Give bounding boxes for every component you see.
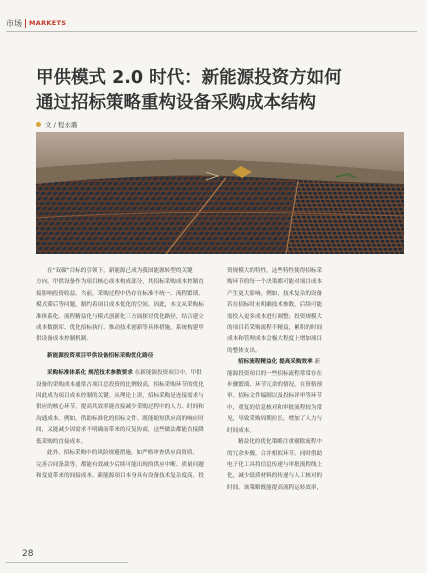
section-name-cn: 市场 [6,18,22,28]
paragraph-line: 能源投资项目的一些招标流程常常存在 [227,370,323,377]
page-number: 28 [22,549,34,559]
paragraph-line: 成本数据库、优化招标执行、推动技术创新等具体措施，系统构建甲 [36,325,204,332]
header-rule [6,31,417,32]
paragraph-line: 低采购的直接成本。 [36,438,87,445]
subsection-lead: 采购标准体系化 规范技术参数要求 [47,370,133,377]
article-title [36,66,396,116]
paragraph-line: 完善合同条款等，都能有效减少后续可能出现的供应中断、质量问题 [36,461,204,468]
paragraph-line: 供设备成本控制机制。 [36,336,92,343]
paragraph-line: 间，又能减少因需求不明确而带来的反复协商，这些做法都能直接降 [36,427,204,434]
article-body [36,266,404,494]
author-byline [36,120,77,129]
paragraph-line: 和变更带来的间接成本。新能源项目本身具有设备技术复杂度高，投 [36,472,204,479]
paragraph-line: 准体系化、流程精益化与模式创新化三方面探讨优化路径，结合建立 [36,313,204,320]
title-line-1: 甲供模式 2.0 时代：新能源投资方如何 [36,68,342,88]
paragraph-line: 成本和管理成本会极大程度上增加项目 [227,336,323,343]
paragraph-line: 的整体支出。 [227,347,261,354]
paragraph-line: 采购标准体系化 规范技术参数要求 在新能源投资项目中，甲供 [47,370,202,377]
bullet-icon [36,122,41,127]
paragraph-line: 沟通成本。例如，借助标准化的招标文件、既能缩短供应商的响应时 [36,415,204,422]
paragraph-line: 中，重复的信息核对和审批流程较为常 [227,404,323,411]
title-line-2: 通过招标策略重构设备采购成本结构 [36,93,316,113]
author-name: 文 / 程永璐 [45,121,78,129]
paragraph-line: 接影响投资收益。当前，采购过程中仍存在标准不统一、流程繁琐、 [36,290,204,297]
paragraph-line: 见，导致采购周期拉长，增加了人力与 [227,416,323,423]
paragraph-line: 的冗余步骤，合并相似环节。同时借助 [227,450,323,457]
paragraph-line: 的项目若采购流程不精益，累积的时间 [227,325,323,332]
paragraph-line: 步骤繁琐、环节冗余的情况。在资格预 [227,382,323,389]
section-header [6,17,66,29]
paragraph-line: 方向。甲供设备作为项目核心成本构成部分，其招标采购成本控制直 [36,279,204,286]
paragraph-line: 供应的核心环节，提高其效率能直接减少采购过程中的人力、时间和 [36,404,204,411]
paragraph-line: 购环节的每一个决策都可能对项目成本 [227,279,323,286]
paragraph-line: 时间。该策略既能提高流程运转效率， [227,484,323,491]
header-divider [25,19,26,28]
paragraph-line: 此外，招标采购中的风险规避措施，如严格审查供应商资质、 [47,450,199,457]
section-name-en: MARKETS [29,19,67,27]
paragraph-line: 电子化工具将信息传递与审批流程线上 [227,461,323,468]
paragraph-line: 招标流程精益化 提高采购效率 新 [238,359,321,366]
subsection-lead: 招标流程精益化 提高采购效率 [238,359,313,366]
body-column-right [227,266,404,494]
paragraph-line: 资规模大的特性，这些特性使得招标采 [227,268,323,274]
hero-photo-solar-farm [36,132,404,254]
paragraph-line: 模式滞后等问题，制约着项目成本优化的空间。因此，本文从采购标 [36,302,204,309]
paragraph-line: 精益化的优化策略注重剔除流程中 [238,439,322,446]
paragraph-line: 设备的采购成本通常占项目总投资的比例较高，招标采购环节的优化 [36,381,204,388]
paragraph-line: 产生更大影响。例如，技术复杂的设备 [227,290,323,297]
paragraph-line: 审、招标文件编制以及投标评审等环节 [227,393,323,400]
body-column-left [36,266,213,494]
paragraph-line: 在“双碳”目标的引领下，新能源已成为我国能源转型的关键 [47,268,193,274]
paragraph-line: 需投入更多成本进行调整；投资规模大 [227,313,323,320]
paragraph-line: 若在招标时未明确技术参数，后续可能 [227,302,323,309]
footer-rule [6,562,128,563]
paragraph-line: 因此成为项目成本控制的关键。从理论上讲，招标采购是连接需求与 [36,393,204,400]
section-heading: 新能源投资项目甲供设备招标采购优化路径 [47,352,154,359]
paragraph-line: 时间成本。 [227,427,255,434]
paragraph-line: 化，减少纸质材料的传递与人工核对的 [227,473,323,480]
solar-farm-illustration [36,132,404,254]
